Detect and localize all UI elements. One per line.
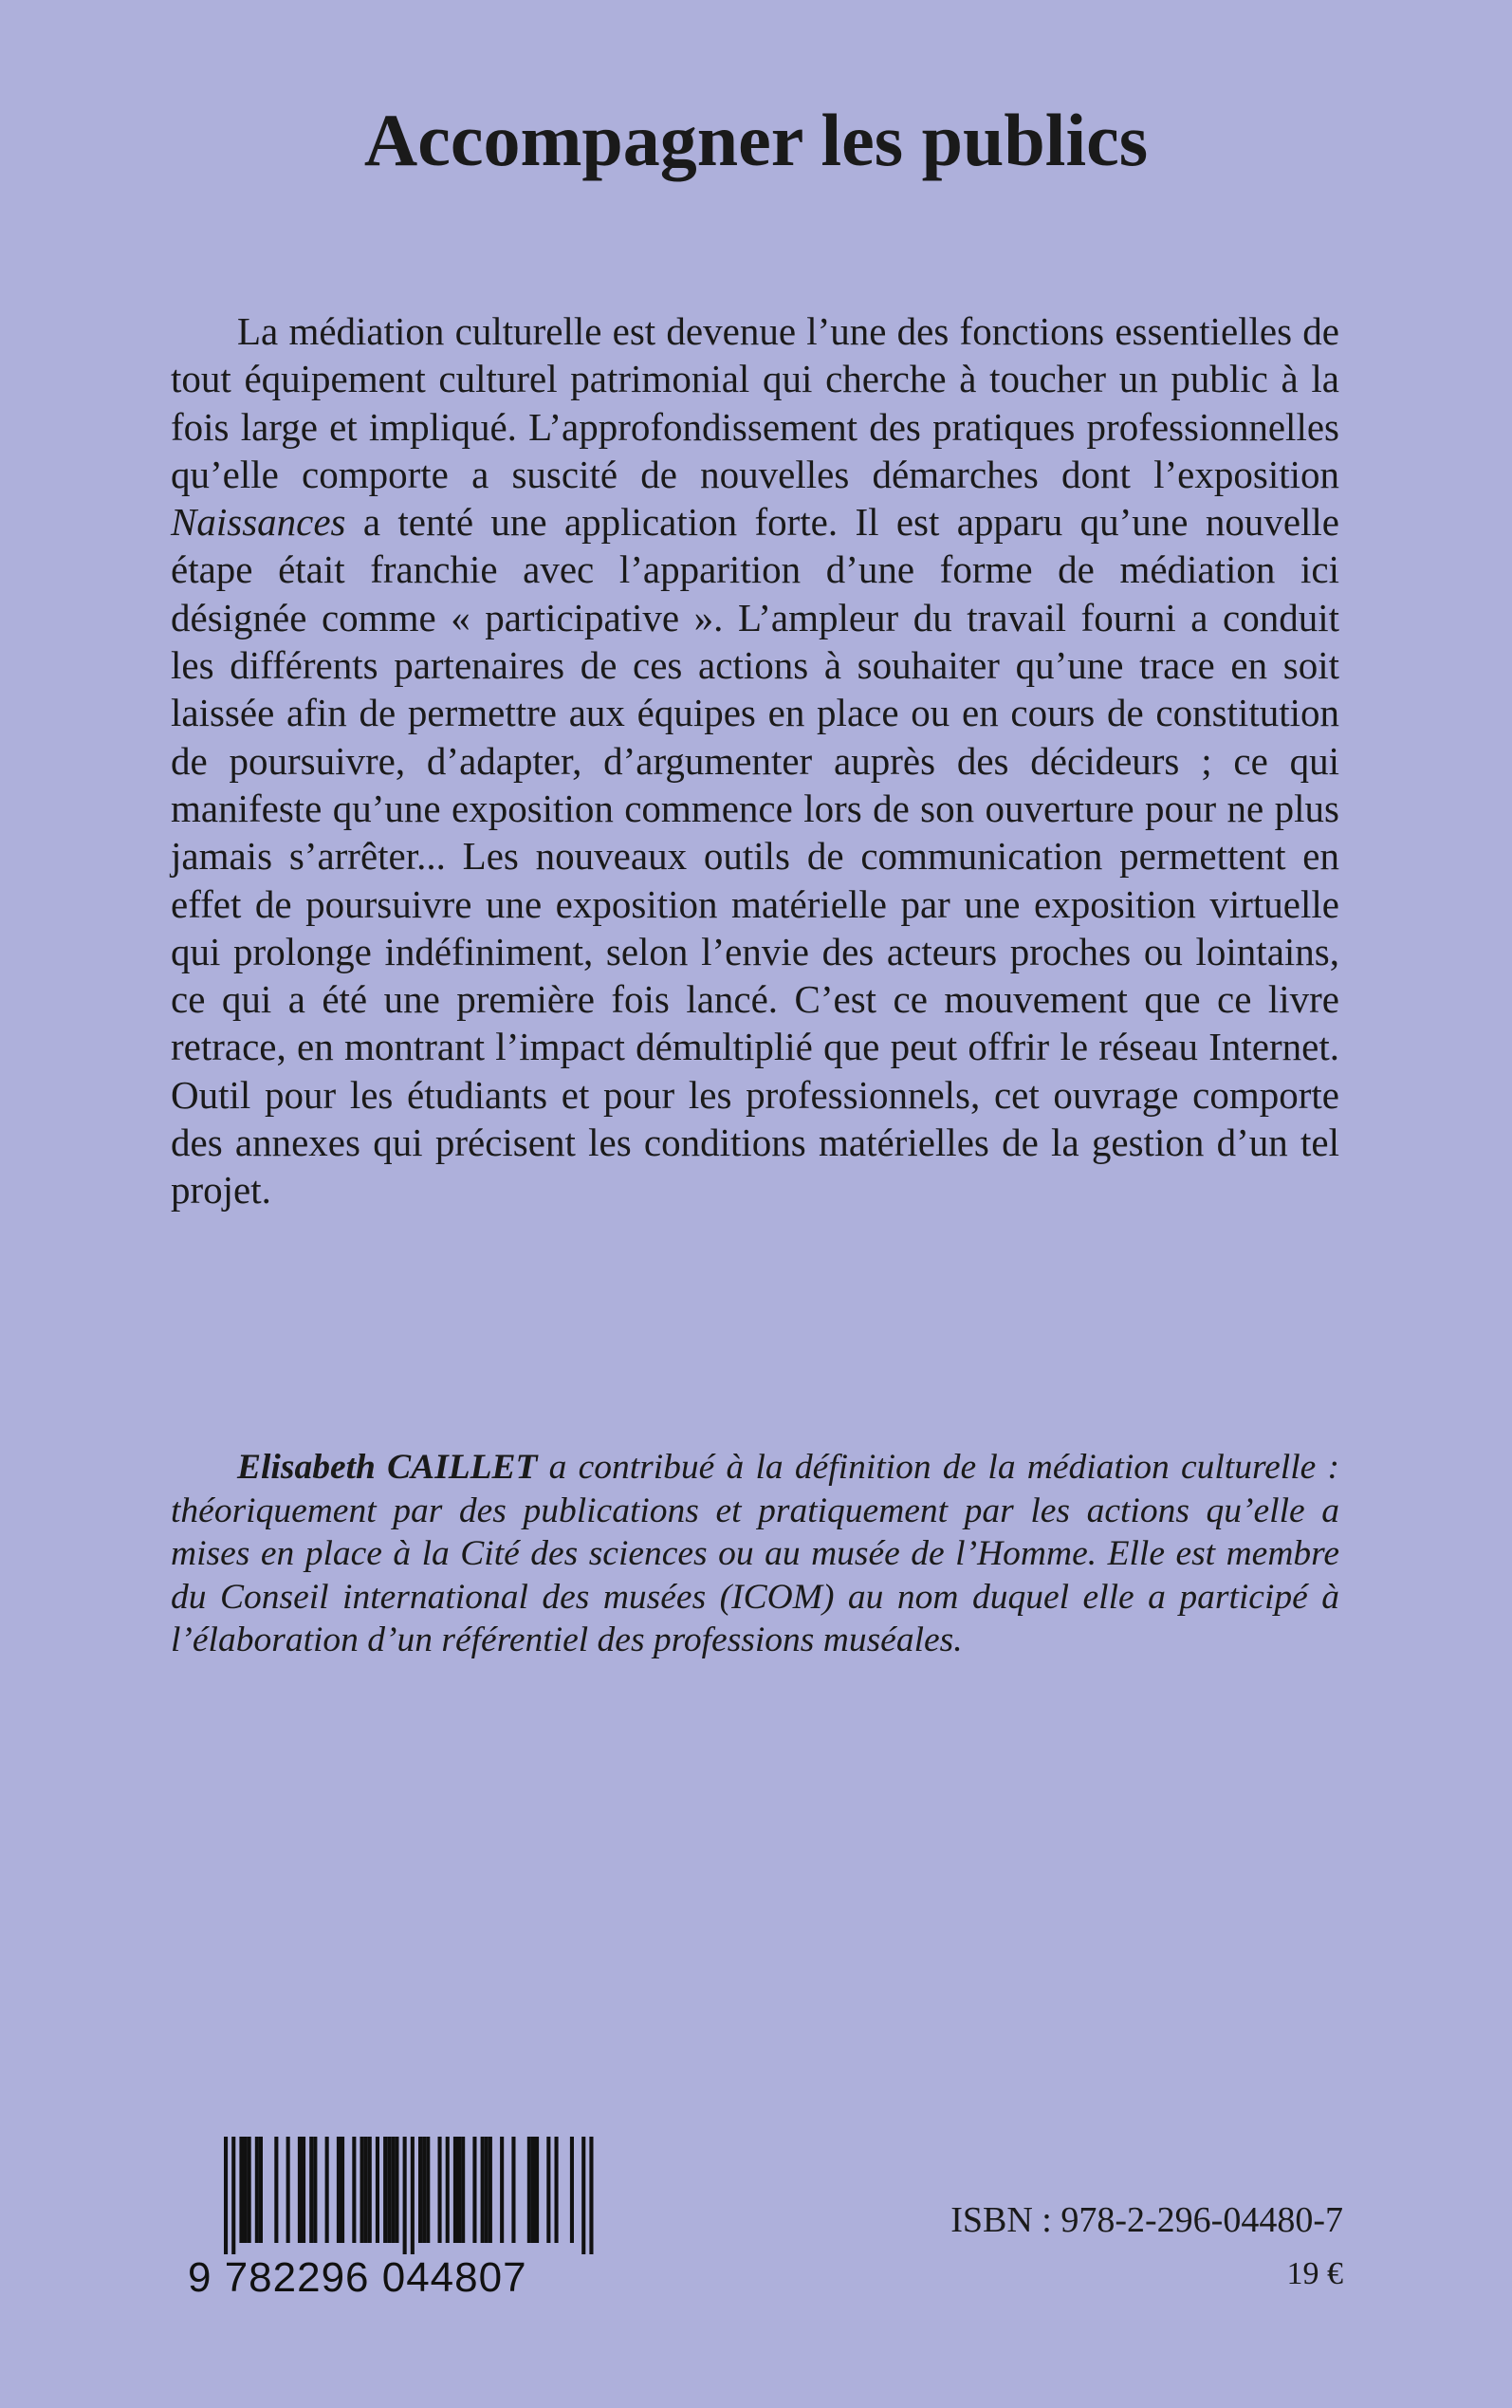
author-bio-text: a contribué à la définition de la médiation culturelle : théoriquement par des publications et pratiquement par les actions qu’elle a mises en place à la Cité des sciences ou au musée de l’Homme. Elle est membre du Conseil international des musées (ICOM) au nom duquel elle a participé à l’élaboration d’un référentiel des professions muséales. <box>171 1448 1339 1660</box>
barcode-bar <box>239 2137 243 2243</box>
barcode-bar <box>231 2137 235 2254</box>
barcode-bar <box>422 2137 426 2243</box>
barcode-bar <box>418 2137 422 2243</box>
barcode-bar <box>403 2137 407 2254</box>
isbn: ISBN : 978-2-296-04480-7 <box>950 2200 1343 2240</box>
barcode-bar <box>302 2137 305 2243</box>
price: 19 € <box>1286 2256 1343 2291</box>
barcode-bar <box>485 2137 489 2243</box>
barcode-bar <box>535 2137 539 2243</box>
barcode-bar <box>500 2137 504 2243</box>
barcode-bar <box>546 2137 550 2243</box>
barcode-bars <box>188 2137 624 2254</box>
barcode-bar <box>555 2137 559 2243</box>
barcode-bar <box>286 2137 290 2243</box>
barcode-bar <box>376 2137 379 2243</box>
barcode-bar <box>472 2137 476 2243</box>
barcode-bar <box>383 2137 387 2243</box>
barcode-bar <box>387 2137 391 2243</box>
barcode-bar <box>298 2137 302 2243</box>
barcode-bar <box>581 2137 585 2254</box>
barcode-bar <box>395 2137 398 2243</box>
barcode-bar <box>391 2137 395 2243</box>
barcode-bar <box>511 2137 515 2243</box>
barcode-bar <box>259 2137 263 2243</box>
barcode-bar <box>325 2137 329 2243</box>
barcode-bar <box>360 2137 364 2243</box>
barcode-bar <box>411 2137 415 2254</box>
barcode-bar <box>481 2137 485 2243</box>
exhibition-name: Naissances <box>171 500 346 545</box>
barcode-bar <box>341 2137 344 2243</box>
barcode-bar <box>337 2137 341 2243</box>
barcode-bar <box>453 2137 457 2243</box>
blurb-text-part2: a tenté une application forte. Il est apparu qu’une nouvelle étape était franchie avec l’apparition d’une forme de médiation ici désignée comme « participative ». L’ampleur du travail fourni a conduit les différents partenaires de ces actions à souhaiter qu’une trace en soit laissée afin de permettre aux équipes en place ou en cours de constitution de poursuivre, d’adapter, d’argumenter auprès des décideurs ; ce qui manifeste qu’une exposition commence lors de son ouverture pour ne plus jamais s’arrêter... Les nouveaux outils de communication permettent en effet de poursuivre une exposition matérielle par une exposition virtuelle qui prolonge indéfiniment, selon l’envie des acteurs proches ou lointains, ce qui a été une première fois lancé. C’est ce mouvement que ce livre retrace, en montrant l’impact démultiplié que peut offrir le réseau Internet. Outil pour les étudiants et pour les professionnels, cet ouvrage comporte des annexes qui précisent les conditions matérielles de la gestion d’un tel projet. <box>171 500 1339 1213</box>
barcode-bar <box>309 2137 313 2243</box>
barcode-bar <box>224 2137 228 2254</box>
barcode-bar <box>313 2137 317 2243</box>
barcode-bar <box>461 2137 465 2243</box>
barcode-bar <box>527 2137 531 2243</box>
barcode-bar <box>457 2137 461 2243</box>
blurb-text-part1: La médiation culturelle est devenue l’une des fonctions essentielles de tout équipement culturel patrimonial qui cherche à toucher un public à la fois large et impliqué. L’approfondissement des pratiques professionnelles qu’elle comporte a suscité de nouvelles démarches dont l’exposition <box>171 309 1339 496</box>
barcode-bar <box>364 2137 368 2243</box>
barcode-bar <box>570 2137 574 2243</box>
barcode-bar <box>352 2137 356 2243</box>
barcode-bar <box>274 2137 278 2243</box>
barcode-bar <box>531 2137 535 2243</box>
book-title: Accompagner les publics <box>363 99 1149 181</box>
barcode-bar <box>244 2137 248 2243</box>
barcode-bar <box>489 2137 492 2243</box>
barcode-bar <box>426 2137 430 2243</box>
barcode-digits: 9 782296 044807 <box>188 2254 527 2301</box>
barcode-bar <box>368 2137 372 2243</box>
author-name: Elisabeth CAILLET <box>237 1448 538 1487</box>
barcode-bar <box>438 2137 442 2243</box>
barcode-bar <box>446 2137 450 2243</box>
barcode-bar <box>248 2137 251 2243</box>
barcode-bar <box>589 2137 593 2254</box>
barcode-bar <box>255 2137 259 2243</box>
back-cover-blurb <box>171 307 1339 1214</box>
author-bio <box>171 1446 1339 1662</box>
